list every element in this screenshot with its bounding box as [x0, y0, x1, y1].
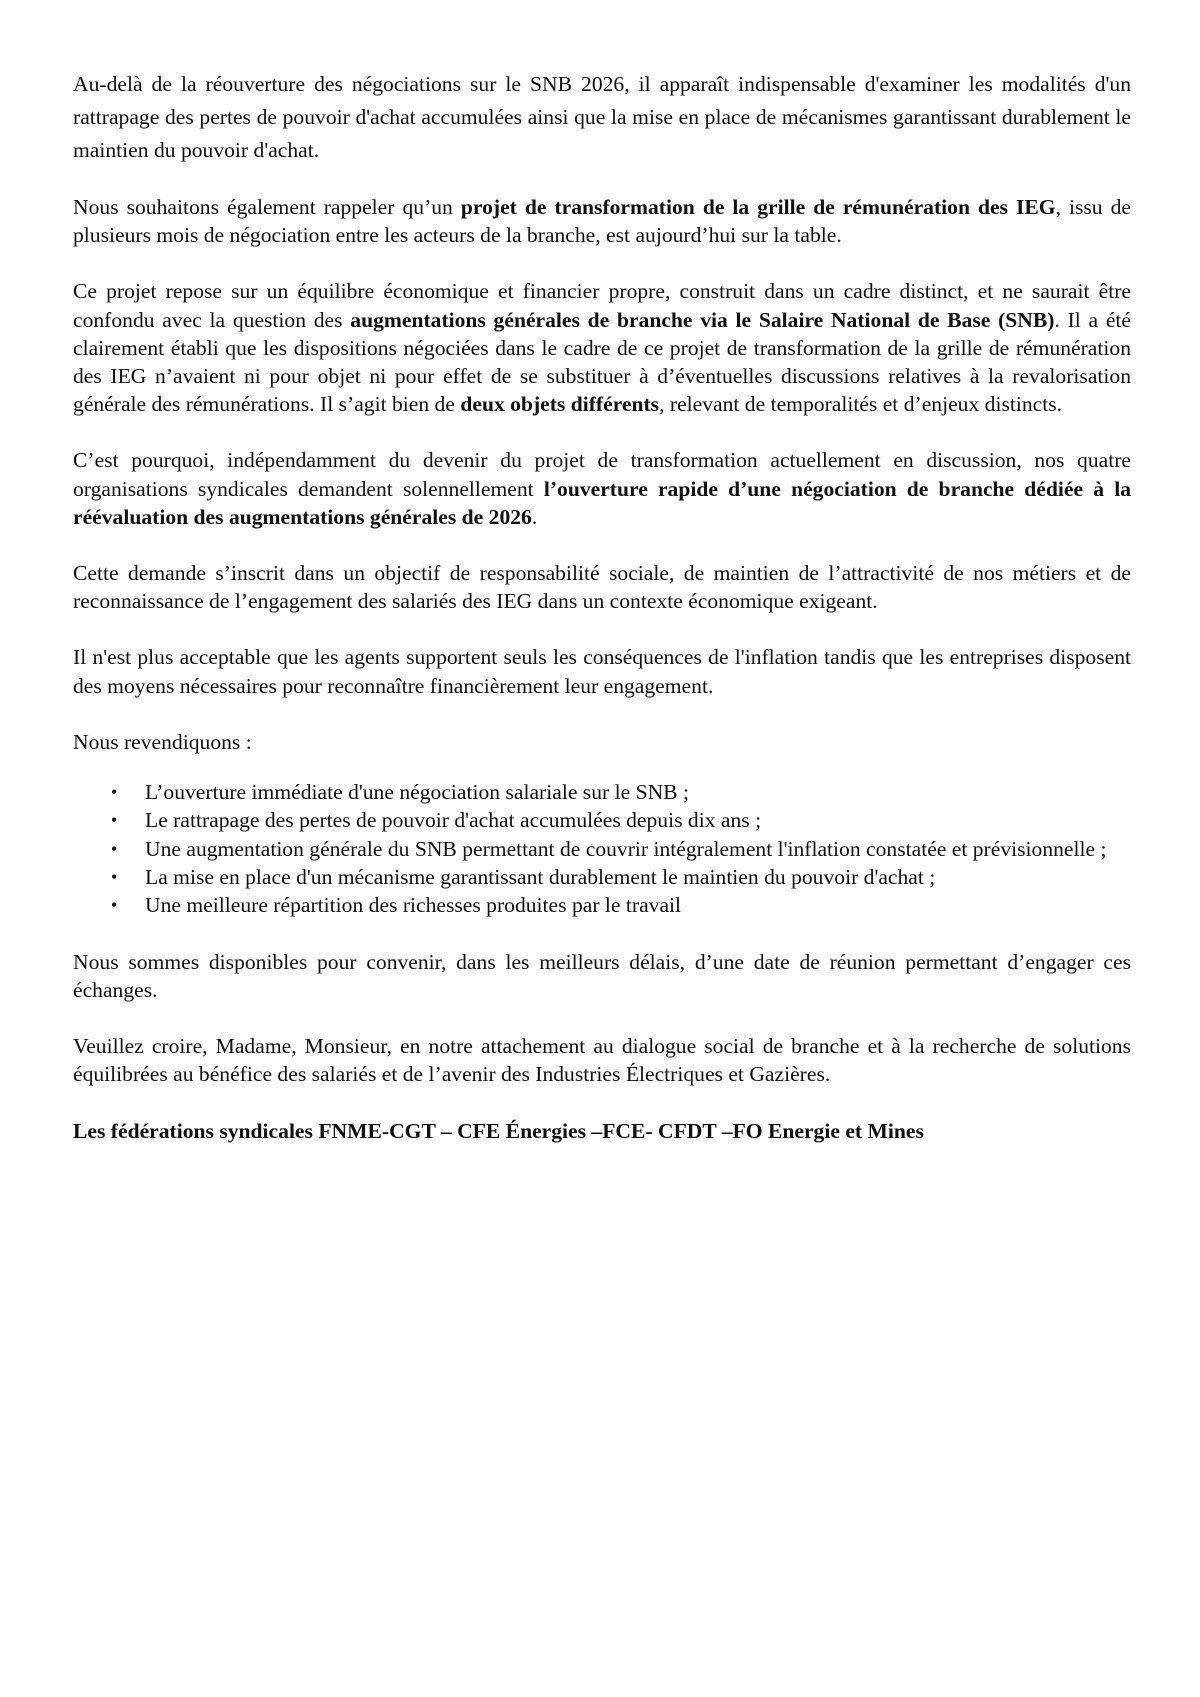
paragraph-grid-project-bold: projet de transformation de la grille de rémunération des IEG	[460, 195, 1056, 219]
paragraph-economic-balance-bold-1: augmentations générales de branche via le Salaire National de Base (SNB)	[350, 307, 1055, 332]
demand-item	[111, 835, 1131, 863]
demand-item-text: Le rattrapage des pertes de pouvoir d'achat accumulées depuis dix ans ;	[145, 808, 762, 833]
letter-page	[73, 68, 1131, 1145]
paragraph-closing: Veuillez croire, Madame, Monsieur, en notre attachement au dialogue social de branche et à la recherche de solutions équilibrées au bénéfice des salariés et de l’avenir des Industries Électriques et Gazières.	[73, 1034, 1131, 1087]
paragraph-grid-project	[73, 193, 1131, 249]
paragraph-grid-project-text-1: Nous souhaitons également rappeler qu’un	[73, 195, 461, 219]
bullet-icon: •	[111, 867, 118, 888]
paragraph-social-responsibility: Cette demande s’inscrit dans un objectif de responsabilité sociale, de maintien de l’attractivité de nos métiers et de reconnaissance de l’engagement des salariés des IEG dans un contexte économique exigeant.	[73, 561, 1131, 614]
demand-item-text: Une meilleure répartition des richesses produites par le travail	[145, 893, 682, 918]
paragraph-demands-intro: Nous revendiquons :	[73, 729, 252, 754]
demand-item	[111, 806, 1131, 834]
paragraph-availability: Nous sommes disponibles pour convenir, dans les meilleurs délais, d’une date de réunion permettant d’engager ces échanges.	[73, 949, 1131, 1003]
paragraph-negotiation-request	[73, 446, 1131, 531]
bullet-icon: •	[111, 810, 118, 831]
paragraph-economic-balance	[73, 277, 1131, 418]
demand-item	[111, 891, 1131, 919]
paragraph-economic-balance-text-3: , relevant de temporalités et d’enjeux distincts.	[659, 392, 1063, 417]
demands-list	[73, 778, 1131, 920]
paragraph-negotiation-request-bold: l’ouverture rapide d’une négociation de branche dédiée à la réévaluation des augmentations générales de 2026	[73, 476, 1131, 529]
paragraph-economic-balance-text-2: . Il a été clairement établi que les dispositions négociées dans le cadre de ce projet de transformation de la grille de rémunération des IEG n’avaient ni pour objet ni pour effet de se substituer à d’éventuelles discussions relatives à la revalorisation générale des rémunérations. Il s’agit bien de	[73, 307, 1131, 417]
demand-item-text: La mise en place d'un mécanisme garantissant durablement le maintien du pouvoir d'achat ;	[145, 865, 936, 890]
paragraph-negotiation-request-text-2: .	[531, 504, 538, 529]
bullet-icon: •	[111, 895, 118, 916]
bullet-icon: •	[111, 838, 118, 859]
paragraph-grid-project-text-2: , issu de plusieurs mois de négociation entre les acteurs de la branche, est aujourd’hui sur la table.	[73, 195, 1132, 248]
paragraph-negotiation-request-text-1: C’est pourquoi, indépendamment du devenir du projet de transformation actuellement en discussion, nos quatre organisations syndicales demandent solennellement	[73, 448, 1131, 501]
paragraph-economic-balance-text-1: Ce projet repose sur un équilibre économique et financier propre, construit dans un cadre distinct, et ne saurait être confondu avec la question des	[73, 279, 1131, 332]
demand-item	[111, 863, 1131, 891]
demand-item-text: L’ouverture immédiate d'une négociation salariale sur le SNB ;	[145, 779, 689, 804]
demand-item-text: Une augmentation générale du SNB permettant de couvrir intégralement l'inflation constatée et prévisionnelle ;	[145, 836, 1107, 861]
paragraph-economic-balance-bold-2: deux objets différents	[460, 392, 660, 417]
demand-item	[111, 778, 1131, 806]
paragraph-snb-reopening: Au-delà de la réouverture des négociations sur le SNB 2026, il apparaît indispensable d'examiner les modalités d'un rattrapage des pertes de pouvoir d'achat accumulées ainsi que la mise en place de mécanismes garantissant durablement le maintien du pouvoir d'achat.	[73, 72, 1131, 162]
bullet-icon: •	[111, 781, 118, 802]
paragraph-inflation: Il n'est plus acceptable que les agents supportent seuls les conséquences de l'inflation tandis que les entreprises disposent des moyens nécessaires pour reconnaître financièrement leur engagement.	[73, 645, 1131, 698]
signature: Les fédérations syndicales FNME-CGT – CFE Énergies –FCE- CFDT –FO Energie et Mines	[73, 1118, 924, 1143]
